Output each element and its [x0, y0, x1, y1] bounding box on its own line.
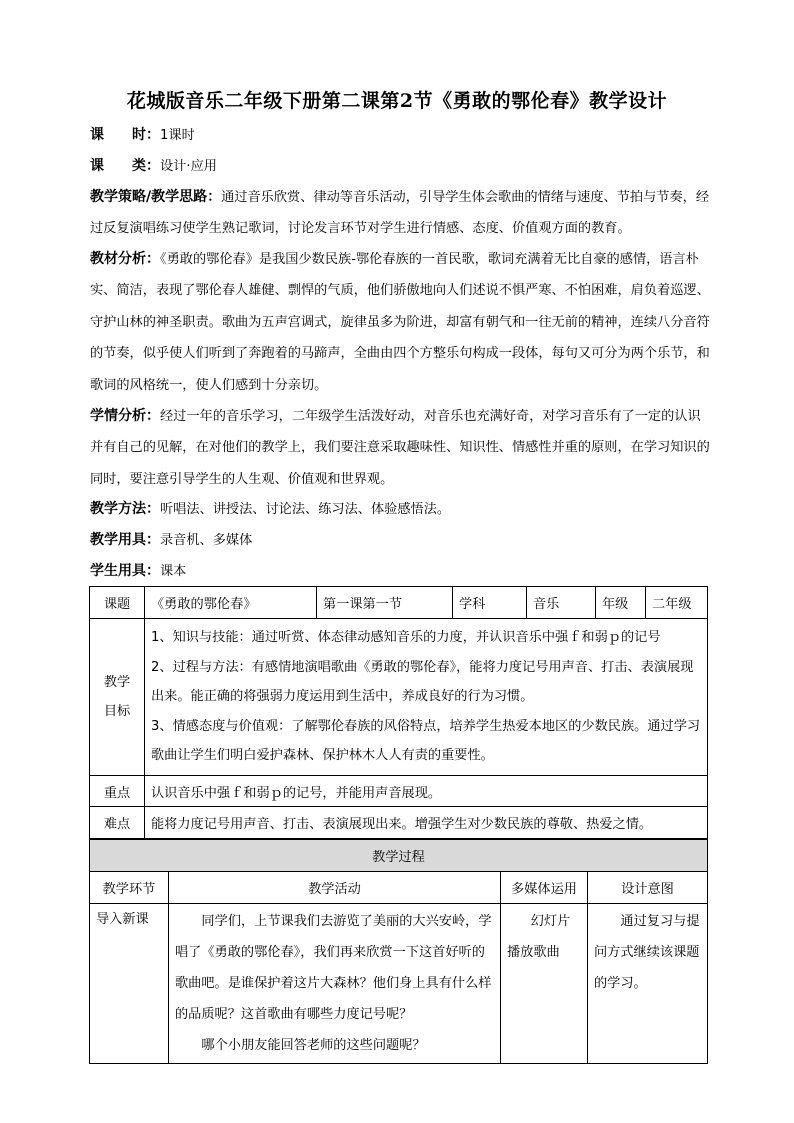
topic-label-cell: 课题: [90, 587, 145, 619]
col-media-header: 多媒体运用: [501, 872, 588, 904]
method-text: 听唱法、讲授法、讨论法、练习法、体验感悟法。: [160, 502, 451, 517]
student-tools-text: 课本: [160, 564, 187, 579]
col-activity-header: 教学活动: [169, 872, 501, 904]
col-stage-header: 教学环节: [90, 872, 169, 904]
method-label: 教学方法：: [90, 501, 160, 517]
material-text: 《勇敢的鄂伦春》是我国少数民族-鄂伦春族的一首民歌，歌词充满着无比自豪的感情，语言朴实、简洁，表现了鄂伦春人雄健、剽悍的气质，他们骄傲地向人们述说不惧严寒、不怕困难，肩负着巡逻、守护山林的神圣职责。歌曲为五声宫调式，旋律虽多为阶进，却富有朝气和一往无前的精神，连续八分音符的节奏，似乎使人们听到了奔跑着的马蹄声，全曲由四个方整乐句构成一段体，每句又可分为两个乐节，和歌词的风格统一，使人们感到十分亲切。: [90, 252, 710, 393]
table-row: [90, 840, 708, 872]
goal-process: 2、过程与方法：有感情地演唱歌曲《勇敢的鄂伦春》，能将力度记号用声音、打击、表演展现出来。能正确的将强弱力度运用到生活中，养成良好的行为习惯。: [151, 659, 694, 705]
class-type-label: 课 类：: [90, 158, 160, 174]
tools-label: 教学用具：: [90, 532, 160, 548]
row1-activity: [169, 904, 501, 1064]
grade-value-cell: 二年级: [646, 587, 708, 619]
grade-label-cell: 年级: [596, 587, 646, 619]
table-row: [90, 872, 708, 904]
difficulty-value-cell: 能将力度记号用声音、打击、表演展现出来。增强学生对少数民族的尊敬、热爱之情。: [145, 807, 708, 839]
table-row: [90, 807, 708, 839]
subject-label-cell: 学科: [453, 587, 527, 619]
lesson-info-table: [89, 586, 708, 839]
class-hours-value: 1课时: [160, 128, 195, 143]
difficulty-label-cell: 难点: [90, 807, 145, 839]
process-header: 教学过程: [90, 840, 708, 872]
goal-knowledge: 1、知识与技能：通过听赏、体态律动感知音乐的力度，并认识音乐中强ｆ和弱ｐ的记号: [151, 630, 661, 646]
material-paragraph: [90, 244, 710, 401]
tools-line: [90, 525, 710, 556]
subject-value-cell: 音乐: [527, 587, 596, 619]
lesson-value-cell: 第一课第一节: [317, 587, 453, 619]
table-row: [90, 776, 708, 807]
row1-intent: 通过复习与提问方式继续该课题的学习。: [588, 904, 708, 1064]
class-hours-line: [90, 120, 710, 151]
student-tools-line: [90, 556, 710, 587]
goals-cell: [145, 619, 708, 776]
row1-activity-p1: 同学们，上节课我们去游览了美丽的大兴安岭，学唱了《勇敢的鄂伦春》，我们再来欣赏一下这首好听的歌曲吧。是谁保护着这片大森林？他们身上具有什么样的品质呢？这首歌曲有哪些力度记号呢？: [175, 914, 492, 1022]
row1-stage: 导入新课: [90, 904, 169, 1064]
table-row: [90, 904, 708, 1064]
class-type-value: 设计·应用: [160, 159, 217, 174]
col-intent-header: 设计意图: [588, 872, 708, 904]
strategy-label: 教学策略/教学思路：: [90, 189, 222, 205]
document-title: 花城版音乐二年级下册第二课第2节《勇敢的鄂伦春》教学设计: [126, 90, 668, 112]
strategy-paragraph: [90, 182, 710, 245]
students-text: 经过一年的音乐学习，二年级学生活泼好动，对音乐也充满好奇，对学习音乐有了一定的认识并有自己的见解，在对他们的教学上，我们要注意采取趣味性、知识性、情感性并重的原则，在学习知识的同时，要注意引导学生的人生观、价值观和世界观。: [90, 409, 710, 487]
table-row: [90, 619, 708, 776]
key-value-cell: 认识音乐中强ｆ和弱ｐ的记号，并能用声音展现。: [145, 776, 708, 807]
student-tools-label: 学生用具：: [90, 563, 160, 579]
strategy-text: 通过音乐欣赏、律动等音乐活动，引导学生体会歌曲的情绪与速度、节拍与节奏，经过反复演唱练习使学生熟记歌词，讨论发言环节对学生进行情感、态度、价值观方面的教育。: [90, 190, 710, 237]
topic-value-cell: 《勇敢的鄂伦春》: [145, 587, 317, 619]
goals-label-cell: 教学目标: [90, 619, 145, 776]
table-row: [90, 587, 708, 619]
row1-media: 幻灯片播放歌曲: [501, 904, 588, 1064]
teaching-process-table: [89, 839, 708, 1064]
class-type-line: [90, 151, 710, 182]
goal-emotion: 3、情感态度与价值观：了解鄂伦春族的风俗特点，培养学生热爱本地区的少数民族。通过学习歌曲让学生们明白爱护森林、保护林木人人有责的重要性。: [151, 718, 701, 764]
students-paragraph: [90, 401, 710, 495]
class-hours-label: 课 时：: [90, 127, 160, 143]
material-label: 教材分析：: [90, 251, 160, 267]
row1-activity-p2: 哪个小朋友能回答老师的这些问题呢？: [201, 1038, 426, 1053]
key-label-cell: 重点: [90, 776, 145, 807]
method-line: [90, 494, 710, 525]
tools-text: 录音机、多媒体: [160, 533, 253, 548]
students-label: 学情分析：: [90, 408, 160, 424]
